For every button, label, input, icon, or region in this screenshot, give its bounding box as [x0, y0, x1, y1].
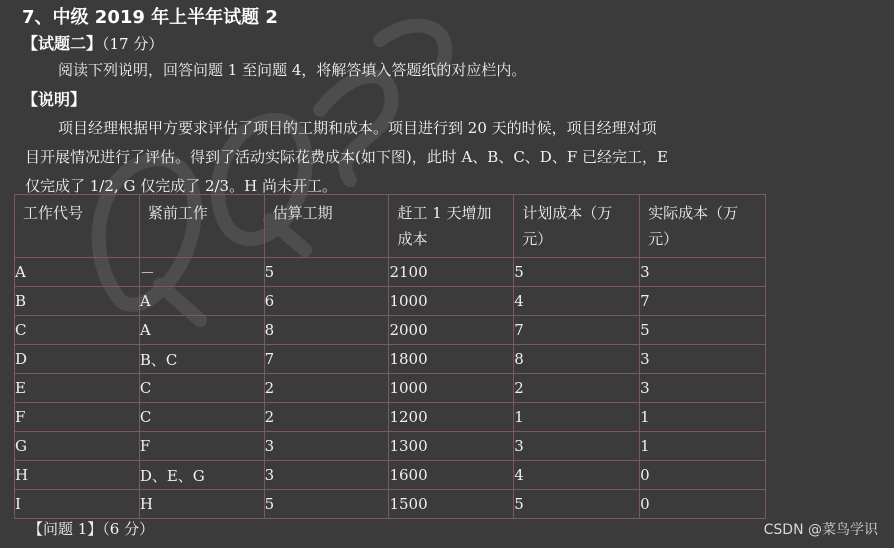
- description-paragraph: [25, 114, 815, 201]
- table-row: [15, 345, 766, 374]
- cell-planned-cost: 4: [514, 287, 640, 316]
- table-row: [15, 490, 766, 519]
- activity-table: [14, 194, 766, 519]
- source-credit: CSDN @菜鸟学识: [763, 522, 878, 538]
- cell-actual-cost: 1: [640, 432, 766, 461]
- cell-predecessor: C: [139, 403, 264, 432]
- cell-code: F: [15, 403, 140, 432]
- cell-planned-cost: 4: [514, 461, 640, 490]
- cell-duration: 5: [264, 490, 389, 519]
- table-row: [15, 316, 766, 345]
- cell-actual-cost: 0: [640, 490, 766, 519]
- cell-actual-cost: 1: [640, 403, 766, 432]
- table-row: [15, 287, 766, 316]
- cell-duration: 3: [264, 461, 389, 490]
- paragraph-line: 项目经理根据甲方要求评估了项目的工期和成本。项目进行到 20 天的时候，项目经理对项: [58, 119, 657, 137]
- table-row: [15, 374, 766, 403]
- header-estimated-duration: 估算工期: [264, 195, 389, 258]
- header-actual-cost: 实际成本（万元）: [640, 195, 766, 258]
- question-1-heading: 【问题 1】（6 分）: [28, 520, 155, 538]
- cell-duration: 5: [264, 258, 389, 287]
- cell-predecessor: B、C: [139, 345, 264, 374]
- question-heading: [22, 31, 163, 54]
- header-planned-cost: 计划成本（万元）: [514, 195, 640, 258]
- question-label: 【试题二】: [22, 34, 103, 53]
- cell-duration: 2: [264, 403, 389, 432]
- header-crash-cost: 赶工 1 天增加成本: [389, 195, 514, 258]
- cell-crash-cost: 2100: [389, 258, 514, 287]
- cell-code: D: [15, 345, 140, 374]
- cell-duration: 2: [264, 374, 389, 403]
- cell-duration: 7: [264, 345, 389, 374]
- table-row: [15, 461, 766, 490]
- cell-planned-cost: 5: [514, 490, 640, 519]
- table-row: [15, 258, 766, 287]
- cell-code: I: [15, 490, 140, 519]
- cell-crash-cost: 1500: [389, 490, 514, 519]
- table-row: [15, 403, 766, 432]
- cell-predecessor: A: [139, 316, 264, 345]
- cell-crash-cost: 1300: [389, 432, 514, 461]
- cell-planned-cost: 1: [514, 403, 640, 432]
- cell-actual-cost: 3: [640, 345, 766, 374]
- paragraph-line: 仅完成了 1/2, G 仅完成了 2/3。H 尚未开工。: [25, 177, 337, 195]
- cell-crash-cost: 1000: [389, 374, 514, 403]
- cell-planned-cost: 7: [514, 316, 640, 345]
- cell-predecessor: A: [139, 287, 264, 316]
- cell-duration: 8: [264, 316, 389, 345]
- cell-actual-cost: 3: [640, 374, 766, 403]
- cell-actual-cost: 7: [640, 287, 766, 316]
- header-predecessor: 紧前工作: [139, 195, 264, 258]
- question-score: （17 分）: [102, 35, 164, 53]
- cell-duration: 6: [264, 287, 389, 316]
- table-row: [15, 432, 766, 461]
- page-title: 7、中级 2019 年上半年试题 2: [22, 7, 278, 28]
- cell-predecessor: H: [139, 490, 264, 519]
- instruction-text: 阅读下列说明，回答问题 1 至问题 4，将解答填入答题纸的对应栏内。: [58, 61, 527, 79]
- cell-predecessor: －: [139, 258, 264, 287]
- cell-actual-cost: 0: [640, 461, 766, 490]
- table-header-row: [15, 195, 766, 258]
- cell-predecessor: F: [139, 432, 264, 461]
- cell-predecessor: D、E、G: [139, 461, 264, 490]
- cell-code: G: [15, 432, 140, 461]
- cell-crash-cost: 1600: [389, 461, 514, 490]
- cell-crash-cost: 1800: [389, 345, 514, 374]
- header-activity-code: 工作代号: [15, 195, 140, 258]
- cell-planned-cost: 3: [514, 432, 640, 461]
- cell-code: E: [15, 374, 140, 403]
- cell-planned-cost: 5: [514, 258, 640, 287]
- cell-crash-cost: 2000: [389, 316, 514, 345]
- cell-code: H: [15, 461, 140, 490]
- description-heading: 【说明】: [22, 90, 87, 109]
- cell-duration: 3: [264, 432, 389, 461]
- cell-crash-cost: 1000: [389, 287, 514, 316]
- cell-code: C: [15, 316, 140, 345]
- paragraph-line: 目开展情况进行了评估。得到了活动实际花费成本(如下图)，此时 A、B、C、D、F 已经完工，E: [25, 148, 668, 166]
- cell-predecessor: C: [139, 374, 264, 403]
- cell-code: A: [15, 258, 140, 287]
- cell-planned-cost: 8: [514, 345, 640, 374]
- cell-crash-cost: 1200: [389, 403, 514, 432]
- cell-planned-cost: 2: [514, 374, 640, 403]
- cell-code: B: [15, 287, 140, 316]
- cell-actual-cost: 5: [640, 316, 766, 345]
- cell-actual-cost: 3: [640, 258, 766, 287]
